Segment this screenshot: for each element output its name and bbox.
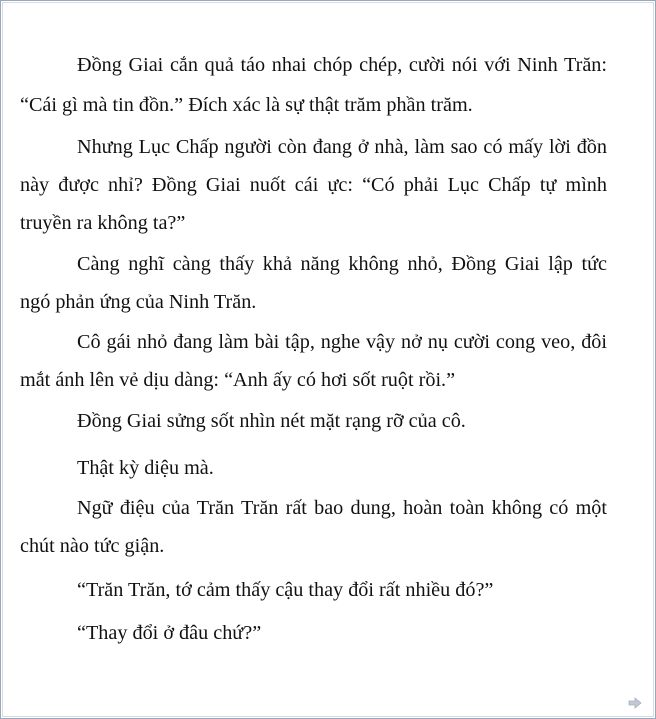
paragraph-2-line-3: truyền ra không ta?”	[20, 212, 186, 234]
paragraph-7-line-2: chút nào tức giận.	[20, 535, 165, 557]
paragraph-7-line-1: Ngữ điệu của Trăn Trăn rất bao dung, hoàn toàn không có một	[77, 497, 607, 519]
paragraph-3-line-1: Càng nghĩ càng thấy khả năng không nhỏ, Đồng Giai lập tức	[77, 253, 607, 275]
paragraph-9-line-1: “Thay đổi ở đâu chứ?”	[77, 622, 262, 644]
paragraph-4-line-2: mắt ánh lên vẻ dịu dàng: “Anh ấy có hơi sốt ruột rồi.”	[20, 369, 456, 391]
paragraph-2-line-1: Nhưng Lục Chấp người còn đang ở nhà, làm sao có mấy lời đồn	[77, 136, 607, 158]
paragraph-3-line-2: ngó phản ứng của Ninh Trăn.	[20, 291, 257, 313]
paragraph-6-line-1: Thật kỳ diệu mà.	[77, 457, 214, 479]
paragraph-2-line-2: này được nhỉ? Đồng Giai nuốt cái ực: “Có phải Lục Chấp tự mình	[20, 174, 607, 196]
next-page-arrow-icon[interactable]	[628, 697, 642, 709]
paragraph-4-line-1: Cô gái nhỏ đang làm bài tập, nghe vậy nở nụ cười cong veo, đôi	[77, 331, 607, 353]
paragraph-5-line-1: Đồng Giai sửng sốt nhìn nét mặt rạng rỡ của cô.	[77, 410, 466, 432]
paragraph-8-line-1: “Trăn Trăn, tớ cảm thấy cậu thay đổi rất nhiều đó?”	[77, 579, 494, 601]
paragraph-1-line-2: “Cái gì mà tin đồn.” Đích xác là sự thật trăm phần trăm.	[20, 94, 473, 116]
document-page	[1, 1, 655, 718]
paragraph-1-line-1: Đồng Giai cắn quả táo nhai chóp chép, cười nói với Ninh Trăn:	[77, 54, 607, 76]
